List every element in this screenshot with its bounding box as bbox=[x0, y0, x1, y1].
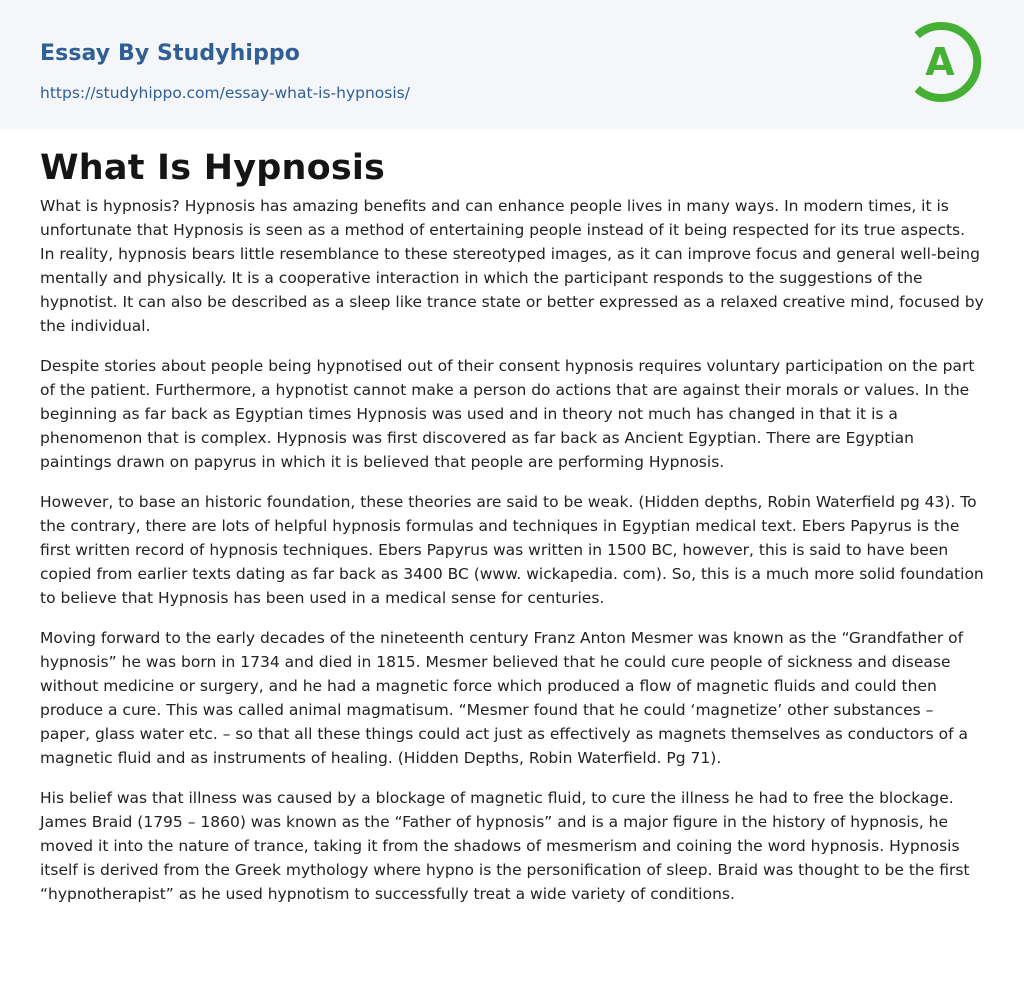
page-title: What Is Hypnosis bbox=[40, 148, 386, 188]
essay-body bbox=[40, 194, 984, 922]
brand-title[interactable]: Essay By Studyhippo bbox=[40, 41, 300, 66]
essay-paragraph: What is hypnosis? Hypnosis has amazing benefits and can enhance people lives in many ways. In modern times, it is unfortunate that Hypnosis is seen as a method of entertaining people instead of it being respected for its true aspects. In reality, hypnosis bears little resemblance to these stereotyped images, as it can improve focus and general well-being mentally and physically. It is a cooperative interaction in which the participant responds to the suggestions of the hypnotist. It can also be described as a sleep like trance state or better expressed as a relaxed creative mind, focused by the individual. bbox=[40, 197, 984, 335]
essay-url-link[interactable]: https://studyhippo.com/essay-what-is-hypnosis/ bbox=[40, 84, 410, 102]
essay-paragraph: Moving forward to the early decades of the nineteenth century Franz Anton Mesmer was known as the “Grandfather of hypnosis” he was born in 1734 and died in 1815. Mesmer believed that he could cure people of sickness and disease without medicine or surgery, and he had a magnetic force which produced a flow of magnetic fluids and could then produce a cure. This was called animal magmatisum. “Mesmer found that he could ‘magnetize’ other substances – paper, glass water etc. – so that all these things could act just as effectively as magnets themselves as conductors of a magnetic fluid and as instruments of healing. (Hidden Depths, Robin Waterfield. Pg 71). bbox=[40, 629, 968, 767]
essay-paragraph: However, to base an historic foundation, these theories are said to be weak. (Hidden depths, Robin Waterfield pg 43). To the contrary, there are lots of helpful hypnosis formulas and techniques in Egyptian medical text. Ebers Papyrus is the first written record of hypnosis techniques. Ebers Papyrus was written in 1500 BC, however, this is said to have been copied from earlier texts dating as far back as 3400 BC (www. wickapedia. com). So, this is a much more solid foundation to believe that Hypnosis has been used in a medical sense for centuries. bbox=[40, 493, 984, 607]
essay-paragraph: Despite stories about people being hypnotised out of their consent hypnosis requires voluntary participation on the part of the patient. Furthermore, a hypnotist cannot make a person do actions that are against their morals or values. In the beginning as far back as Egyptian times Hypnosis was used and in theory not much has changed in that it is a phenomenon that is complex. Hypnosis was first discovered as far back as Ancient Egyptian. There are Egyptian paintings drawn on papyrus in which it is believed that people are performing Hypnosis. bbox=[40, 357, 975, 471]
studyhippo-logo[interactable] bbox=[912, 19, 986, 105]
logo-letter: A bbox=[925, 40, 955, 84]
site-header bbox=[0, 0, 1024, 129]
essay-paragraph: His belief was that illness was caused by a blockage of magnetic fluid, to cure the illness he had to free the blockage. James Braid (1795 – 1860) was known as the “Father of hypnosis” and is a major figure in the history of hypnosis, he moved it into the nature of trance, taking it from the shadows of mesmerism and coining the word hypnosis. Hypnosis itself is derived from the Greek mythology where hypno is the personification of sleep. Braid was thought to be the first “hypnotherapist” as he used hypnotism to successfully treat a wide variety of conditions. bbox=[40, 789, 970, 903]
